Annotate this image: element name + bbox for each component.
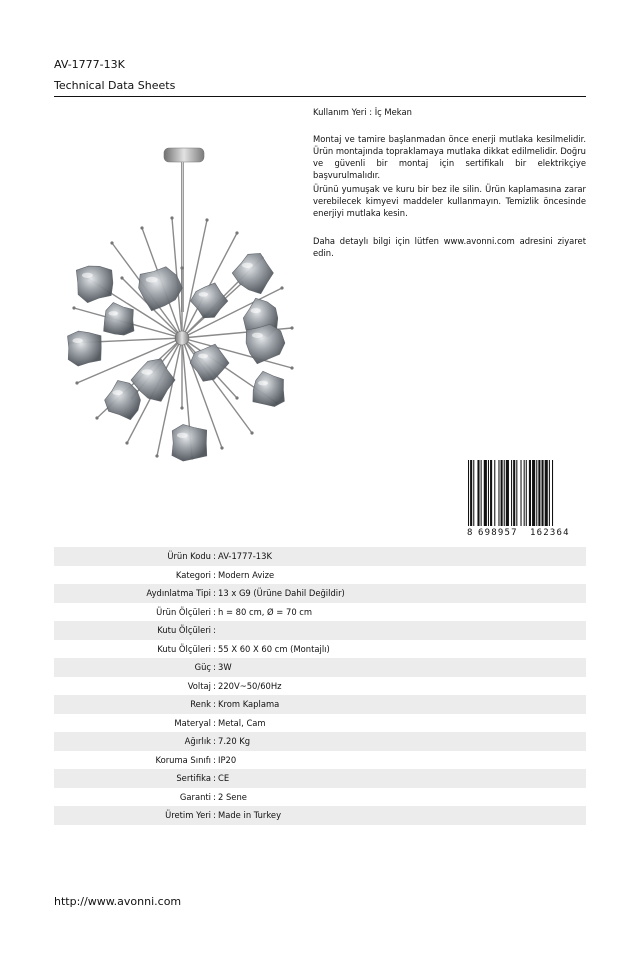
glass-highlight — [258, 381, 268, 386]
barcode-bar — [477, 460, 479, 526]
barcode-bar — [498, 460, 499, 526]
ceiling-canopy — [164, 148, 204, 162]
spike-tip — [120, 276, 123, 279]
spec-row — [54, 732, 586, 751]
usage-location: Kullanım Yeri : İç Mekan — [313, 107, 412, 117]
barcode-bar — [511, 460, 512, 526]
glass-highlight — [146, 277, 158, 283]
footer-website-link[interactable]: http://www.avonni.com — [54, 895, 182, 908]
spike-tip — [235, 231, 238, 234]
spec-value: 220V~50/60Hz — [218, 680, 282, 691]
spec-value: Metal, Cam — [218, 717, 266, 728]
barcode-digits-right: 162364 — [530, 528, 570, 536]
barcode-bar — [524, 460, 525, 526]
spec-row — [54, 806, 586, 825]
glass-highlight — [82, 273, 93, 278]
spec-value: Krom Kaplama — [218, 699, 280, 710]
spec-label: Kategori — [175, 569, 211, 580]
barcode-bar — [484, 460, 487, 526]
spike-tip — [110, 241, 113, 244]
glass-highlight — [250, 308, 261, 313]
spike-tip — [290, 366, 293, 369]
spec-row — [54, 621, 586, 640]
barcode-bar — [549, 460, 550, 526]
spec-row — [54, 603, 586, 622]
barcode-bar — [536, 460, 537, 526]
spike-tip — [280, 286, 283, 289]
spec-row — [54, 695, 586, 714]
spike-tip — [235, 396, 238, 399]
spec-value: 55 X 60 X 60 cm (Montajlı) — [218, 643, 330, 654]
spec-row — [54, 751, 586, 770]
spec-separator: : — [213, 717, 216, 728]
glass-shade — [104, 303, 134, 336]
barcode-bar — [526, 460, 527, 526]
spec-row — [54, 677, 586, 696]
glass-shade — [172, 425, 207, 462]
spec-separator: : — [213, 773, 216, 784]
glass-highlight — [109, 311, 119, 316]
spec-value: 3W — [218, 662, 232, 673]
spec-value: CE — [218, 773, 230, 784]
chrome-spike — [182, 220, 207, 338]
website-info-text: Daha detaylı bilgi için lütfen www.avonni.com adresini ziyaret edin. — [313, 236, 586, 258]
glass-shade — [68, 331, 102, 366]
glass-shade — [246, 324, 285, 364]
glass-highlight — [198, 354, 208, 359]
barcode-bar — [470, 460, 472, 526]
spec-label: Güç — [194, 662, 211, 673]
spec-value: 2 Sene — [218, 791, 247, 802]
glass-highlight — [112, 390, 123, 395]
spec-separator: : — [213, 791, 216, 802]
spec-row — [54, 547, 586, 566]
spec-label: Garanti — [179, 791, 211, 802]
barcode-bar — [521, 460, 522, 526]
barcode-bar — [488, 460, 489, 526]
barcode-bar — [545, 460, 548, 526]
installation-warning-text: Montaj ve tamire başlanmadan önce enerji mutlaka kesilmelidir. Ürün montajında topraklamaya mutlaka dikkat edilmelidir. Doğru ve güvenli bir montaj için sertifikalı bir elektrikçiye başvurulmalıdır. — [313, 134, 586, 180]
glass-highlight — [72, 338, 83, 343]
spike-tip — [140, 226, 143, 229]
spec-row — [54, 584, 586, 603]
product-code: AV-1777-13K — [54, 58, 125, 71]
barcode-bar — [538, 460, 540, 526]
spike-tip — [290, 326, 293, 329]
spec-label: Ürün Ölçüleri — [156, 606, 211, 617]
spec-separator: : — [213, 569, 216, 580]
spike-tip — [72, 306, 75, 309]
spec-value: 13 x G9 (Ürüne Dahil Değildir) — [218, 588, 345, 599]
spec-label: Kutu Ölçüleri — [157, 625, 211, 636]
spec-separator: : — [213, 680, 216, 691]
spec-separator: : — [213, 736, 216, 747]
product-image — [54, 138, 304, 478]
header-divider — [54, 96, 586, 97]
spec-label: Koruma Sınıfı — [155, 754, 211, 765]
barcode-bars — [468, 460, 553, 526]
spec-separator: : — [213, 606, 216, 617]
barcode-bar — [532, 460, 535, 526]
spec-label: Sertifika — [176, 773, 211, 784]
barcode-bar — [501, 460, 503, 526]
glass-highlight — [252, 333, 263, 338]
spike-tip — [205, 218, 208, 221]
spike-tip — [125, 441, 128, 444]
spec-label: Ağırlık — [184, 736, 211, 747]
barcode-bar — [516, 460, 517, 526]
spec-label: Üretim Yeri — [165, 810, 211, 821]
spec-row — [54, 658, 586, 677]
barcode-bar — [468, 460, 469, 526]
spec-row — [54, 788, 586, 807]
barcode-digits-left: 698957 — [478, 528, 518, 536]
spike-tip — [155, 454, 158, 457]
spec-row — [54, 769, 586, 788]
barcode-digit-lead: 8 — [467, 528, 473, 536]
barcode-bar — [494, 460, 495, 526]
spec-value: IP20 — [218, 754, 237, 765]
barcode-bar — [481, 460, 482, 526]
cleaning-instructions-text: Ürünü yumuşak ve kuru bir bez ile silin. Ürün kaplamasına zarar verebilecek kimyevi maddeler kullanmayın. Temizlik öncesinde enerjiyi mutlaka kesin. — [313, 184, 586, 218]
spec-value: Made in Turkey — [218, 810, 282, 821]
spike-tip — [250, 431, 253, 434]
spec-separator: : — [213, 551, 216, 562]
spec-value: Modern Avize — [218, 569, 275, 580]
glass-shade — [76, 266, 113, 303]
spec-label: Materyal — [174, 717, 211, 728]
spec-label: Renk — [190, 699, 211, 710]
spec-label: Voltaj — [187, 680, 211, 691]
barcode-bar — [506, 460, 509, 526]
barcode-bar — [542, 460, 544, 526]
barcode-bar — [504, 460, 505, 526]
barcode-bar — [513, 460, 515, 526]
spec-value: h = 80 cm, Ø = 70 cm — [218, 606, 313, 617]
spec-row — [54, 566, 586, 585]
barcode — [466, 460, 586, 536]
spec-separator: : — [213, 643, 216, 654]
specifications-table — [54, 547, 586, 825]
document-subtitle: Technical Data Sheets — [54, 79, 176, 92]
spike-tip — [95, 416, 98, 419]
spec-value: 7.20 Kg — [218, 736, 251, 747]
spec-separator: : — [213, 699, 216, 710]
glass-shade — [105, 381, 141, 420]
glass-shade — [232, 253, 273, 293]
barcode-bar — [552, 460, 553, 526]
spike-tip — [170, 216, 173, 219]
barcode-bar — [473, 460, 474, 526]
barcode-bar — [529, 460, 531, 526]
spec-label: Aydınlatma Tipi — [146, 588, 211, 599]
spec-label: Kutu Ölçüleri — [157, 643, 211, 654]
spec-separator: : — [213, 754, 216, 765]
spec-label: Ürün Kodu — [167, 551, 211, 562]
glass-highlight — [242, 263, 253, 268]
spec-row — [54, 714, 586, 733]
spike-tip — [180, 266, 183, 269]
spec-separator: : — [213, 662, 216, 673]
spec-separator: : — [213, 588, 216, 599]
spec-separator: : — [213, 810, 216, 821]
chandelier-illustration — [68, 148, 294, 461]
spec-row — [54, 640, 586, 659]
glass-shade — [253, 371, 285, 406]
spec-separator: : — [213, 625, 216, 636]
glass-highlight — [199, 292, 209, 297]
spike-tip — [180, 406, 183, 409]
spike-tip — [75, 381, 78, 384]
central-hub — [175, 331, 189, 345]
barcode-bar — [490, 460, 492, 526]
glass-highlight — [141, 369, 153, 375]
spec-value: AV-1777-13K — [218, 551, 272, 562]
spike-tip — [220, 446, 223, 449]
glass-highlight — [177, 433, 188, 438]
